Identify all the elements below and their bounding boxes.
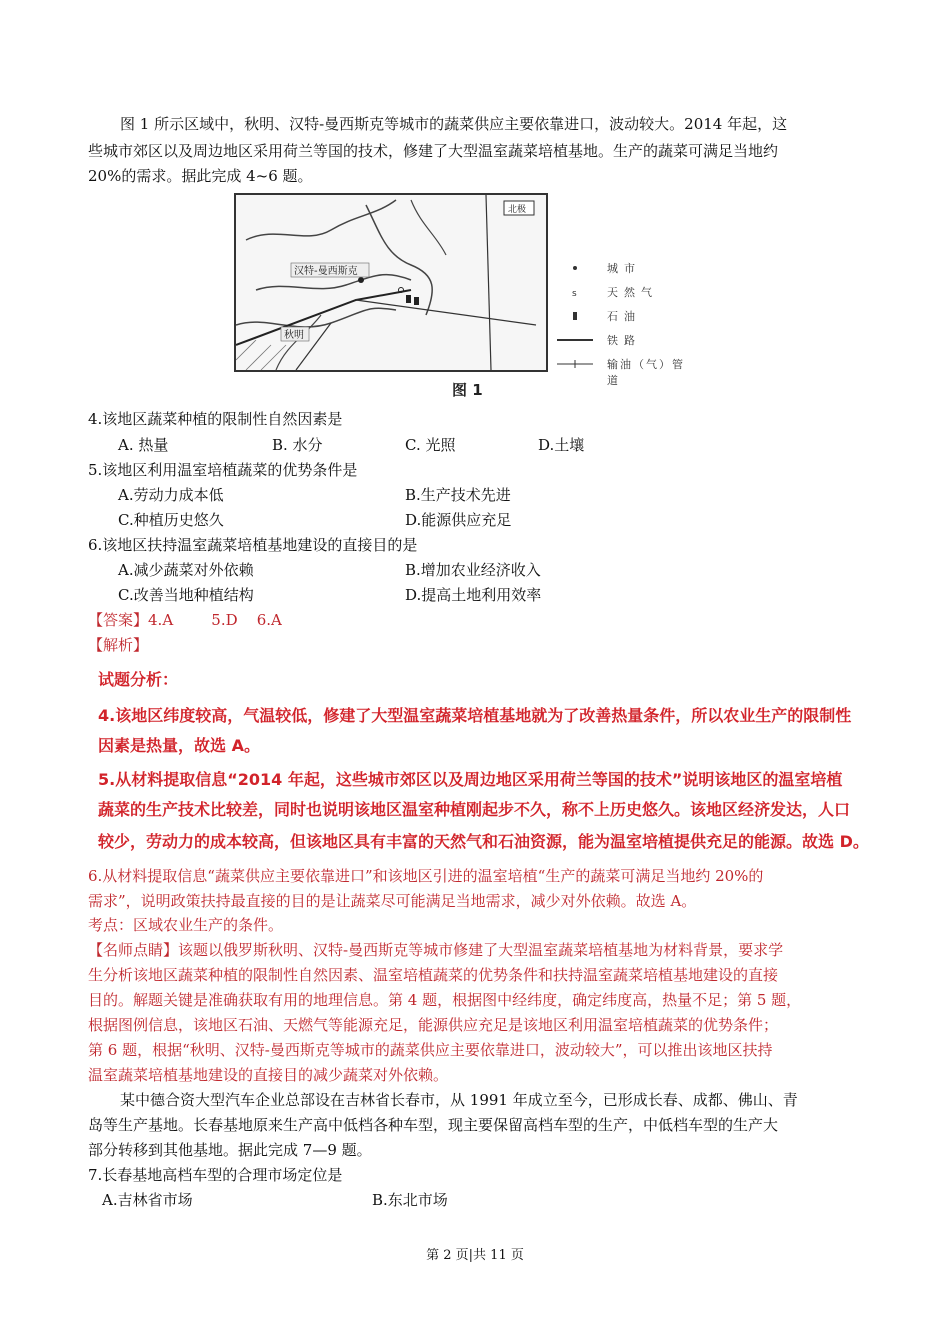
oil-symbol — [406, 295, 411, 303]
region-map — [234, 193, 548, 372]
tips-line-3: 目的。解题关键是准确获取有用的地理信息。第 4 题，根据图中经纬度，确定纬度高，热量不足；第 5 题， — [88, 991, 802, 1009]
pipeline-line — [356, 300, 536, 325]
legend-label: 输油（气）管道 — [607, 358, 685, 387]
q5-stem: 5.该地区利用温室培植蔬菜的优势条件是 — [88, 461, 358, 479]
analysis-q6-line-2: 需求”，说明政策扶持最直接的目的是让蔬菜尽可能满足当地需求，减少对外依赖。故选 A。 — [88, 892, 697, 910]
q5-option-c: C.种植历史悠久 — [118, 511, 224, 529]
intro2-line-1: 某中德合资大型汽车企业总部设在吉林省长春市，从 1991 年成立至今，已形成长春、成都、佛山、青 — [120, 1091, 798, 1109]
q4-option-a: A. 热量 — [118, 436, 169, 454]
legend-label: 城市 — [607, 262, 641, 275]
legend-label: 天然气 — [607, 286, 658, 299]
answer-values: 4.A 5.D 6.A — [148, 611, 282, 629]
q4-option-b: B. 水分 — [272, 436, 323, 454]
legend-item — [545, 282, 685, 302]
tips-line-1: 【名师点睛】该题以俄罗斯秋明、汉特-曼西斯克等城市修建了大型温室蔬菜培植基地为材料背景，要求学 — [88, 941, 784, 959]
q4-option-d: D.土壤 — [538, 436, 585, 454]
intro2-line-2: 岛等生产基地。长春基地原来生产高中低档各种车型，现主要保留高档车型的生产，中低档车型的生产大 — [88, 1116, 779, 1134]
intro-line-1: 图 1 所示区域中，秋明、汉特-曼西斯克等城市的蔬菜供应主要依靠进口，波动较大。2014 年起，这 — [120, 115, 788, 133]
tips-line-2: 生分析该地区蔬菜种植的限制性自然因素、温室培植蔬菜的优势条件和扶持温室蔬菜培植基地建设的直接 — [88, 966, 779, 984]
q6-option-a: A.减少蔬菜对外依赖 — [118, 561, 254, 579]
river-line — [236, 308, 396, 327]
page-footer: 第 2 页|共 11 页 — [426, 1248, 524, 1263]
gas-icon — [557, 286, 593, 298]
analysis-q4-line-1: 4.该地区纬度较高，气温较低，修建了大型温室蔬菜培植基地就为了改善热量条件，所以农业生产的限制性 — [98, 706, 852, 725]
legend-item — [545, 258, 685, 278]
analysis-label: 【解析】 — [88, 636, 149, 654]
legend-item — [545, 354, 685, 387]
oil-symbol — [414, 297, 419, 305]
river-line — [276, 315, 321, 370]
pipeline-icon — [557, 358, 593, 370]
city-dot — [358, 277, 364, 283]
map-drawing — [236, 195, 546, 370]
legend-label: 铁路 — [607, 334, 641, 347]
city-label-khanty: 汉特-曼西斯克 — [294, 266, 358, 277]
kaodian-line: 考点：区域农业生产的条件。 — [88, 916, 284, 934]
legend-item — [545, 306, 685, 326]
q7-stem: 7.长春基地高档车型的合理市场定位是 — [88, 1166, 343, 1184]
analysis-q6-line-1: 6.从材料提取信息“蔬菜供应主要依靠进口”和该地区引进的温室培植“生产的蔬菜可满足当地约 20%的 — [88, 867, 764, 885]
q5-option-d: D.能源供应充足 — [405, 511, 512, 529]
tips-line-6: 温室蔬菜培植基地建设的直接目的减少蔬菜对外依赖。 — [88, 1066, 449, 1084]
svg-text:s: s — [572, 289, 577, 298]
corner-label: 北极 — [508, 205, 527, 215]
pipeline-line — [486, 195, 491, 370]
q5-option-a: A.劳动力成本低 — [118, 486, 224, 504]
city-dot-icon — [557, 262, 593, 274]
tips-line-5: 第 6 题，根据“秋明、汉特-曼西斯克等城市的蔬菜供应主要依靠进口，波动较大”，可以推出该地区扶持 — [88, 1041, 773, 1059]
oil-icon — [557, 310, 593, 322]
intro2-line-3: 部分转移到其他基地。据此完成 7—9 题。 — [88, 1141, 372, 1159]
q6-option-c: C.改善当地种植结构 — [118, 586, 254, 604]
q7-option-a: A.吉林省市场 — [102, 1191, 193, 1209]
answer-line — [88, 609, 282, 630]
q6-stem: 6.该地区扶持温室蔬菜培植基地建设的直接目的是 — [88, 536, 418, 554]
city-label-tyumen: 秋明 — [284, 330, 304, 341]
q5-option-b: B.生产技术先进 — [405, 486, 511, 504]
analysis-q5-line-2: 蔬菜的生产技术比较差，同时也说明该地区温室种植刚起步不久，称不上历史悠久。该地区经济发达，人口 — [98, 800, 851, 819]
legend-item — [545, 330, 685, 350]
legend-label: 石油 — [607, 310, 641, 323]
q4-stem: 4.该地区蔬菜种植的限制性自然因素是 — [88, 410, 343, 428]
river-line — [411, 200, 446, 255]
q7-option-b: B.东北市场 — [372, 1191, 448, 1209]
answer-label: 【答案】 — [88, 611, 149, 629]
analysis-q4-line-2: 因素是热量，故选 A。 — [98, 736, 260, 755]
analysis-q5-line-1: 5.从材料提取信息“2014 年起，这些城市郊区以及周边地区采用荷兰等国的技术”说明该地区的温室培植 — [98, 770, 843, 789]
q4-option-c: C. 光照 — [405, 436, 456, 454]
railway-icon — [557, 334, 593, 346]
intro-line-2: 些城市郊区以及周边地区采用荷兰等国的技术，修建了大型温室蔬菜培植基地。生产的蔬菜可满足当地约 — [88, 142, 779, 160]
q6-option-d: D.提高土地利用效率 — [405, 586, 542, 604]
intro-line-3: 20%的需求。据此完成 4~6 题。 — [88, 167, 313, 185]
analysis-q5-line-3: 较少，劳动力的成本较高，但该地区具有丰富的天然气和石油资源，能为温室培植提供充足的能源。故选 D。 — [98, 832, 869, 851]
figure-caption: 图 1 — [452, 381, 483, 399]
q6-option-b: B.增加农业经济收入 — [405, 561, 541, 579]
analysis-heading: 试题分析： — [98, 670, 179, 689]
railway-line — [236, 290, 411, 345]
tips-line-4: 根据图例信息，该地区石油、天燃气等能源充足，能源供应充足是该地区利用温室培植蔬菜的优势条件； — [88, 1016, 779, 1034]
map-legend — [545, 258, 685, 387]
